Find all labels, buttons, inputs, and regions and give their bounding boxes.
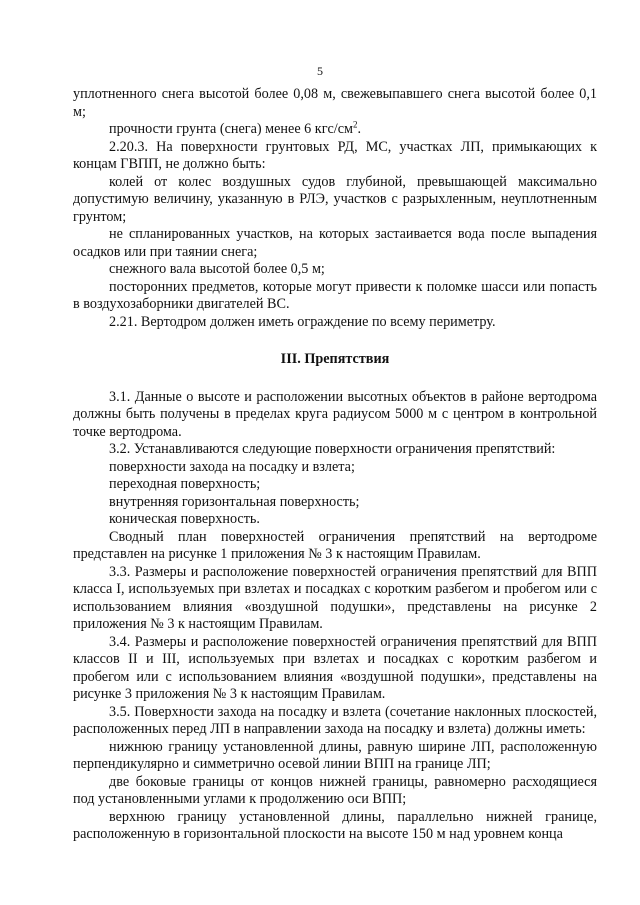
paragraph: 3.5. Поверхности захода на посадку и взлета (сочетание наклонных плоскостей, расположенных перед ЛП в направлении захода на посадку и взлета) должны иметь: — [73, 703, 597, 737]
paragraph: снежного вала высотой более 0,5 м; — [109, 261, 325, 277]
paragraph-text: прочности грунта (снега) менее 6 кгс/см — [109, 121, 354, 137]
document-body — [73, 86, 597, 844]
paragraph: коническая поверхность. — [109, 511, 260, 527]
paragraph-text: . — [357, 121, 362, 137]
paragraph: внутренняя горизонтальная поверхность; — [109, 493, 360, 510]
page-number: 5 — [317, 64, 323, 78]
paragraph: 3.4. Размеры и расположение поверхностей ограничения препятствий для ВПП классов II и III, используемых при взлетах и посадках с коротким разбегом и пробегом или с использованием влияния «воздушной подушки», представлены на рисунке 3 приложения № 3 к настоящим Правилам. — [73, 633, 597, 702]
paragraph: Сводный план поверхностей ограничения препятствий на вертодроме представлен на рисунке 1 приложения № 3 к настоящим Правилам. — [73, 528, 597, 562]
paragraph: поверхности захода на посадку и взлета; — [109, 458, 355, 475]
paragraph — [73, 121, 597, 139]
paragraph: 2.20.3. На поверхности грунтовых РД, МС, участках ЛП, примыкающих к концам ГВПП, не должно быть: — [73, 138, 597, 172]
paragraph: посторонних предметов, которые могут привести к поломке шасси или попасть в воздухозаборники двигателей ВС. — [73, 278, 597, 312]
paragraph: две боковые границы от концов нижней границы, равномерно расходящиеся под установленными углами к продолжению оси ВПП; — [73, 773, 597, 807]
paragraph: уплотненного снега высотой более 0,08 м, свежевыпавшего снега высотой более 0,1 м; — [73, 86, 597, 120]
paragraph: 3.2. Устанавливаются следующие поверхности ограничения препятствий: — [109, 441, 556, 457]
paragraph: верхнюю границу установленной длины, параллельно нижней границе, расположенную в горизонтальной плоскости на высоте 150 м над уровнем конца — [73, 808, 597, 842]
paragraph: переходная поверхность; — [109, 476, 261, 492]
paragraph: 2.21. Вертодром должен иметь ограждение по всему периметру. — [109, 313, 496, 330]
paragraph: 3.1. Данные о высоте и расположении высотных объектов в районе вертодрома должны быть получены в пределах круга радиусом 5000 м с центром в контрольной точке вертодрома. — [73, 388, 597, 440]
section-heading: III. Препятствия — [280, 351, 390, 367]
paragraph: 3.3. Размеры и расположение поверхностей ограничения препятствий для ВПП класса I, используемых при взлетах и посадках с коротким разбегом и пробегом или с использованием влияния «воздушной подушки», представлены на рисунке 2 приложения № 3 к настоящим Правилам. — [73, 563, 597, 632]
superscript: 2 — [353, 119, 358, 130]
paragraph: нижнюю границу установленной длины, равную ширине ЛП, расположенную перпендикулярно и симметрично осевой линии ВПП на границе ЛП; — [73, 738, 597, 772]
paragraph: колей от колес воздушных судов глубиной, превышающей максимально допустимую величину, указанную в РЛЭ, участков с разрыхленным, неуплотненным грунтом; — [73, 173, 597, 225]
paragraph: не спланированных участков, на которых застаивается вода после выпадения осадков или при таянии снега; — [73, 226, 597, 260]
